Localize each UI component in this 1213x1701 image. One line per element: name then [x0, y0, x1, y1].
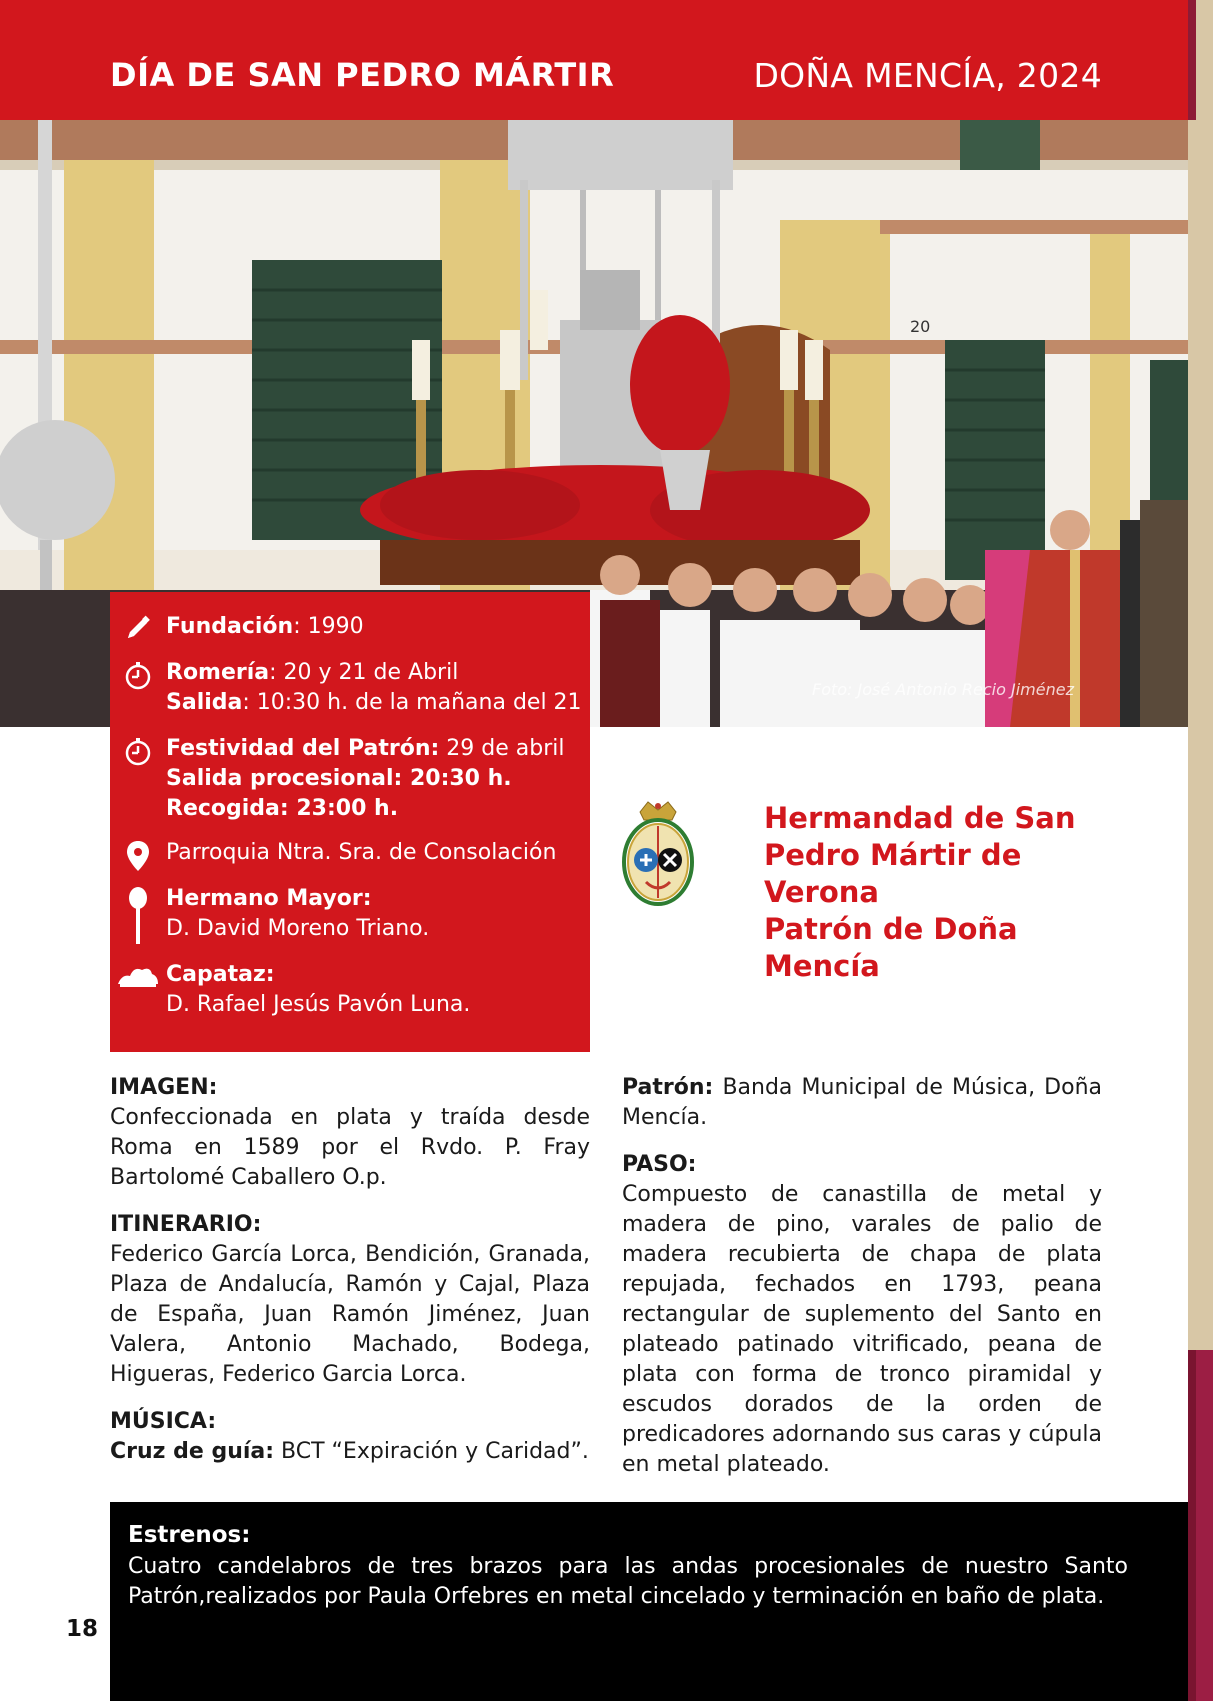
photo-credit: Foto: José Antonio Recio Jiménez [812, 680, 1074, 699]
left-column [110, 1073, 590, 1484]
section-itinerario [110, 1210, 590, 1390]
info-hermano-mayor [110, 884, 429, 946]
brotherhood-line-3: Verona [764, 875, 879, 909]
salida-procesional: Salida procesional: 20:30 h. [166, 766, 512, 791]
info-box [110, 592, 590, 1052]
brotherhood-line-5: Mencía [764, 949, 880, 983]
musica-heading: MÚSICA: [110, 1409, 217, 1434]
romeria-value: : 20 y 21 de Abril [269, 660, 459, 685]
page-header [0, 0, 1188, 120]
brotherhood-line-4: Patrón de Doña [764, 912, 1018, 946]
fundacion-label: Fundación [166, 614, 294, 639]
festividad-value: 29 de abril [439, 736, 565, 761]
crest-emblem [618, 798, 698, 918]
salida-label: Salida [166, 690, 243, 715]
section-imagen [110, 1073, 590, 1193]
festividad-label: Festividad del Patrón: [166, 736, 440, 761]
estrenos-heading: Estrenos: [128, 1522, 251, 1548]
patron-label: Patrón: [622, 1075, 714, 1100]
header-title: DÍA DE SAN PEDRO MÁRTIR [110, 56, 615, 94]
info-capataz [110, 960, 470, 1020]
estrenos-text: Cuatro candelabros de tres brazos para las andas procesionales de nuestro Santo Patrón,realizados por Paula Orfebres en metal cincelado y terminación en baño de plata. [128, 1554, 1128, 1609]
brotherhood-title [764, 800, 1084, 985]
capataz-icon [110, 960, 166, 1020]
house-number: 20 [910, 317, 931, 336]
pencil-icon [110, 612, 166, 642]
info-romeria [110, 658, 582, 718]
salida-value: : 10:30 h. de la mañana del 21 [242, 690, 582, 715]
paso-text: Compuesto de canastilla de metal y madera de pino, varales de palio de madera recubierta de chapa de plata repujada, fechados en 1793, peana rectangular de suplemento del Santo en plateado patinado vitrificado, peana de plata con forma de tronco piramidal y escudos dorados de la orden de predicadores adornando sus caras y cúpula en metal plateado. [622, 1182, 1102, 1477]
header-place-year: DOÑA MENCÍA, 2024 [753, 56, 1102, 95]
estrenos-box [110, 1502, 1188, 1701]
info-festividad [110, 734, 564, 824]
page-number: 18 [66, 1616, 99, 1642]
paso-heading: PASO: [622, 1152, 697, 1177]
section-patron [622, 1073, 1102, 1133]
cruz-label: Cruz de guía: [110, 1439, 275, 1464]
hermano-mayor-value: D. David Moreno Triano. [166, 916, 430, 941]
mace-icon [110, 884, 166, 946]
brotherhood-line-2: Pedro Mártir de [764, 838, 1022, 872]
patron-value: Banda Municipal de Música, Doña Mencía. [622, 1075, 1102, 1130]
brotherhood-crest [618, 798, 698, 918]
capataz-label: Capataz: [166, 962, 275, 987]
itinerario-heading: ITINERARIO: [110, 1212, 262, 1237]
parroquia-text: Parroquia Ntra. Sra. de Consolación [166, 840, 557, 865]
side-decorative-strip [1188, 0, 1213, 1701]
recogida: Recogida: 23:00 h. [166, 796, 399, 821]
strip-bottom-edge [1188, 1350, 1196, 1701]
romeria-label: Romería [166, 660, 270, 685]
clock-icon [110, 734, 166, 824]
imagen-text: Confeccionada en plata y traída desde Roma en 1589 por el Rvdo. P. Fray Bartolomé Caballero O.p. [110, 1105, 590, 1190]
hermano-mayor-label: Hermano Mayor: [166, 886, 372, 911]
location-pin-icon [110, 838, 166, 872]
brotherhood-line-1: Hermandad de San [764, 801, 1076, 835]
fundacion-value: : 1990 [293, 614, 364, 639]
section-musica [110, 1407, 590, 1467]
info-parroquia [110, 838, 556, 872]
capataz-value: D. Rafael Jesús Pavón Luna. [166, 992, 471, 1017]
section-paso [622, 1150, 1102, 1480]
info-fundacion [110, 612, 364, 642]
clock-icon [110, 658, 166, 718]
itinerario-text: Federico García Lorca, Bendición, Granada, Plaza de Andalucía, Ramón y Cajal, Plaza de España, Juan Ramón Jiménez, Juan Valera, Antonio Machado, Bodega, Higueras, Federico Garcia Lorca. [110, 1242, 590, 1387]
imagen-heading: IMAGEN: [110, 1075, 218, 1100]
strip-top-accent [1188, 0, 1196, 120]
right-column [622, 1073, 1102, 1497]
cruz-value: BCT “Expiración y Caridad”. [274, 1439, 589, 1464]
